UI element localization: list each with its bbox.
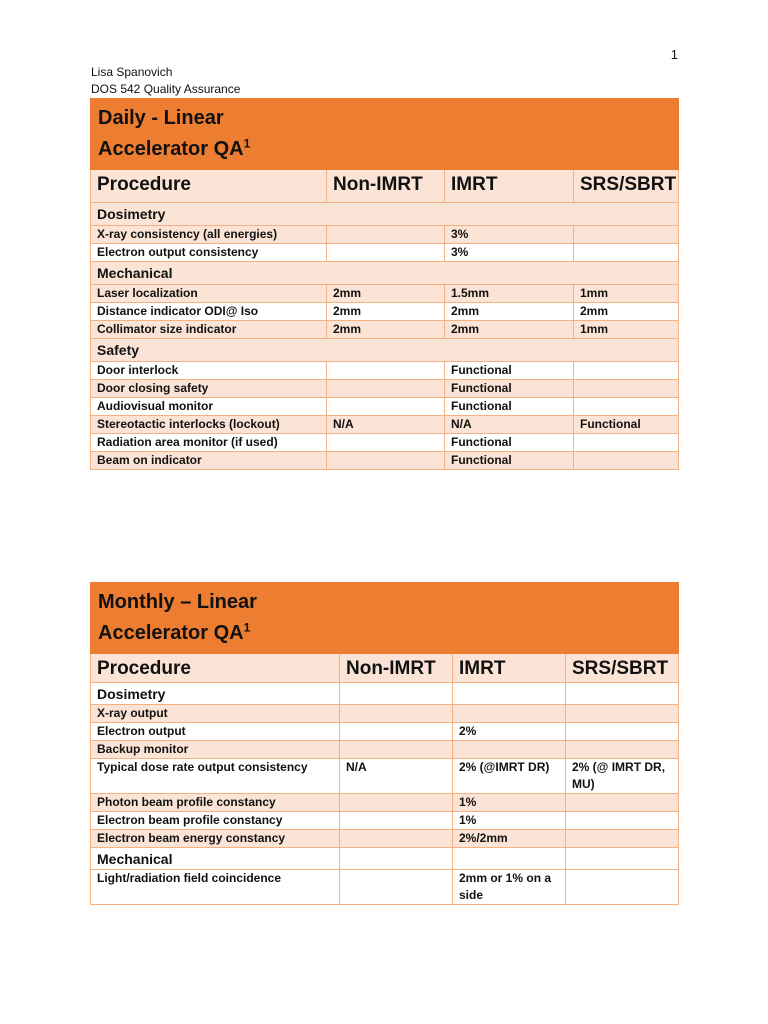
table-row <box>91 285 679 303</box>
column-header: Procedure <box>91 170 327 203</box>
table-cell: X-ray output <box>91 705 340 723</box>
table-row <box>91 321 679 339</box>
table-row <box>91 434 679 452</box>
table-row <box>91 303 679 321</box>
monthly-title-footnote: 1 <box>243 620 251 635</box>
table-row <box>91 398 679 416</box>
column-header: IMRT <box>445 170 574 203</box>
table-cell: Typical dose rate output consistency <box>91 759 340 794</box>
table-row <box>91 830 679 848</box>
table-cell: 1% <box>453 794 566 812</box>
column-header: SRS/SBRT <box>574 170 679 203</box>
empty-cell <box>453 683 566 705</box>
empty-cell <box>453 848 566 870</box>
table-cell: Electron output consistency <box>91 244 327 262</box>
table-cell: Electron beam energy constancy <box>91 830 340 848</box>
table-cell: Collimator size indicator <box>91 321 327 339</box>
table-cell: 1% <box>453 812 566 830</box>
table-row <box>91 452 679 470</box>
section-row <box>91 848 679 870</box>
column-header: SRS/SBRT <box>566 654 679 683</box>
table-cell <box>566 830 679 848</box>
table-cell: 2% <box>453 723 566 741</box>
table-cell: Laser localization <box>91 285 327 303</box>
empty-cell <box>340 848 453 870</box>
author-block <box>91 64 240 98</box>
table-cell <box>340 723 453 741</box>
table-cell: 2%/2mm <box>453 830 566 848</box>
section-heading: Mechanical <box>91 262 679 285</box>
table-cell: Functional <box>445 362 574 380</box>
column-header: Non-IMRT <box>340 654 453 683</box>
table-cell <box>574 434 679 452</box>
table-cell: Door interlock <box>91 362 327 380</box>
table-row <box>91 380 679 398</box>
table-cell <box>453 741 566 759</box>
table-cell <box>327 434 445 452</box>
table-cell <box>327 398 445 416</box>
section-heading: Dosimetry <box>91 203 679 226</box>
column-header: Non-IMRT <box>327 170 445 203</box>
table-cell <box>340 870 453 905</box>
table-row <box>91 812 679 830</box>
table-cell: Photon beam profile constancy <box>91 794 340 812</box>
daily-title-line2 <box>98 134 671 165</box>
table-cell: Electron beam profile constancy <box>91 812 340 830</box>
table-cell: Functional <box>574 416 679 434</box>
table-cell <box>574 226 679 244</box>
table-cell: 2mm <box>327 321 445 339</box>
table-cell <box>340 812 453 830</box>
empty-cell <box>340 683 453 705</box>
daily-header-row <box>91 170 679 203</box>
table-cell <box>327 362 445 380</box>
daily-qa-table <box>90 98 679 470</box>
table-cell: 1.5mm <box>445 285 574 303</box>
table-row <box>91 723 679 741</box>
section-row <box>91 683 679 705</box>
table-cell: 2mm or 1% on a side <box>453 870 566 905</box>
table-cell: Door closing safety <box>91 380 327 398</box>
table-row <box>91 741 679 759</box>
monthly-title-line2-text: Accelerator QA <box>98 622 244 644</box>
daily-title-footnote: 1 <box>243 136 251 151</box>
table-row <box>91 226 679 244</box>
table-cell <box>566 723 679 741</box>
table-cell: 2mm <box>327 285 445 303</box>
table-cell: Audiovisual monitor <box>91 398 327 416</box>
table-cell <box>327 380 445 398</box>
section-row <box>91 339 679 362</box>
table-cell <box>566 741 679 759</box>
table-row <box>91 870 679 905</box>
table-row <box>91 362 679 380</box>
table-row <box>91 244 679 262</box>
table-cell: Radiation area monitor (if used) <box>91 434 327 452</box>
table-cell: 2mm <box>327 303 445 321</box>
page-number: 1 <box>670 47 678 62</box>
table-cell: 2mm <box>574 303 679 321</box>
table-cell: 2% (@ IMRT DR, MU) <box>566 759 679 794</box>
table-cell <box>340 705 453 723</box>
table-row <box>91 759 679 794</box>
table-cell <box>340 794 453 812</box>
table-cell: Functional <box>445 380 574 398</box>
table-cell <box>327 244 445 262</box>
monthly-header-row <box>91 654 679 683</box>
section-heading: Safety <box>91 339 679 362</box>
column-header: IMRT <box>453 654 566 683</box>
table-cell <box>327 226 445 244</box>
table-cell: 2mm <box>445 321 574 339</box>
table-cell <box>340 741 453 759</box>
author-name: Lisa Spanovich <box>91 65 173 79</box>
table-cell: Functional <box>445 398 574 416</box>
table-row <box>91 416 679 434</box>
table-cell: Beam on indicator <box>91 452 327 470</box>
monthly-title-line1: Monthly – Linear <box>98 591 257 613</box>
table-cell: 3% <box>445 226 574 244</box>
section-row <box>91 203 679 226</box>
table-row <box>91 705 679 723</box>
table-cell: 1mm <box>574 321 679 339</box>
table-cell: N/A <box>327 416 445 434</box>
monthly-title <box>91 583 679 654</box>
table-cell <box>574 244 679 262</box>
table-cell: 1mm <box>574 285 679 303</box>
monthly-title-line2 <box>98 618 671 649</box>
table-cell: 2mm <box>445 303 574 321</box>
table-cell: 2% (@IMRT DR) <box>453 759 566 794</box>
table-cell: 3% <box>445 244 574 262</box>
course-name: DOS 542 Quality Assurance <box>91 82 241 96</box>
table-cell <box>453 705 566 723</box>
daily-title-line1: Daily - Linear <box>98 107 224 129</box>
table-cell: Backup monitor <box>91 741 340 759</box>
daily-title-row <box>91 99 679 170</box>
empty-cell <box>566 848 679 870</box>
section-heading: Dosimetry <box>91 683 340 705</box>
table-cell: X-ray consistency (all energies) <box>91 226 327 244</box>
table-cell <box>566 705 679 723</box>
table-cell: Stereotactic interlocks (lockout) <box>91 416 327 434</box>
table-row <box>91 794 679 812</box>
table-cell <box>327 452 445 470</box>
table-cell <box>574 398 679 416</box>
table-cell <box>340 830 453 848</box>
empty-cell <box>566 683 679 705</box>
table-cell <box>574 362 679 380</box>
monthly-title-row <box>91 583 679 654</box>
table-cell: Functional <box>445 452 574 470</box>
table-cell <box>574 452 679 470</box>
section-heading: Mechanical <box>91 848 340 870</box>
table-cell: Light/radiation field coincidence <box>91 870 340 905</box>
table-cell: Distance indicator ODI@ Iso <box>91 303 327 321</box>
table-cell: Electron output <box>91 723 340 741</box>
table-cell <box>566 870 679 905</box>
column-header: Procedure <box>91 654 340 683</box>
table-cell: N/A <box>445 416 574 434</box>
section-row <box>91 262 679 285</box>
table-cell <box>566 812 679 830</box>
table-cell <box>566 794 679 812</box>
monthly-qa-table <box>90 582 679 905</box>
daily-title <box>91 99 679 170</box>
table-cell: Functional <box>445 434 574 452</box>
table-cell: N/A <box>340 759 453 794</box>
table-cell <box>574 380 679 398</box>
daily-title-line2-text: Accelerator QA <box>98 138 244 160</box>
